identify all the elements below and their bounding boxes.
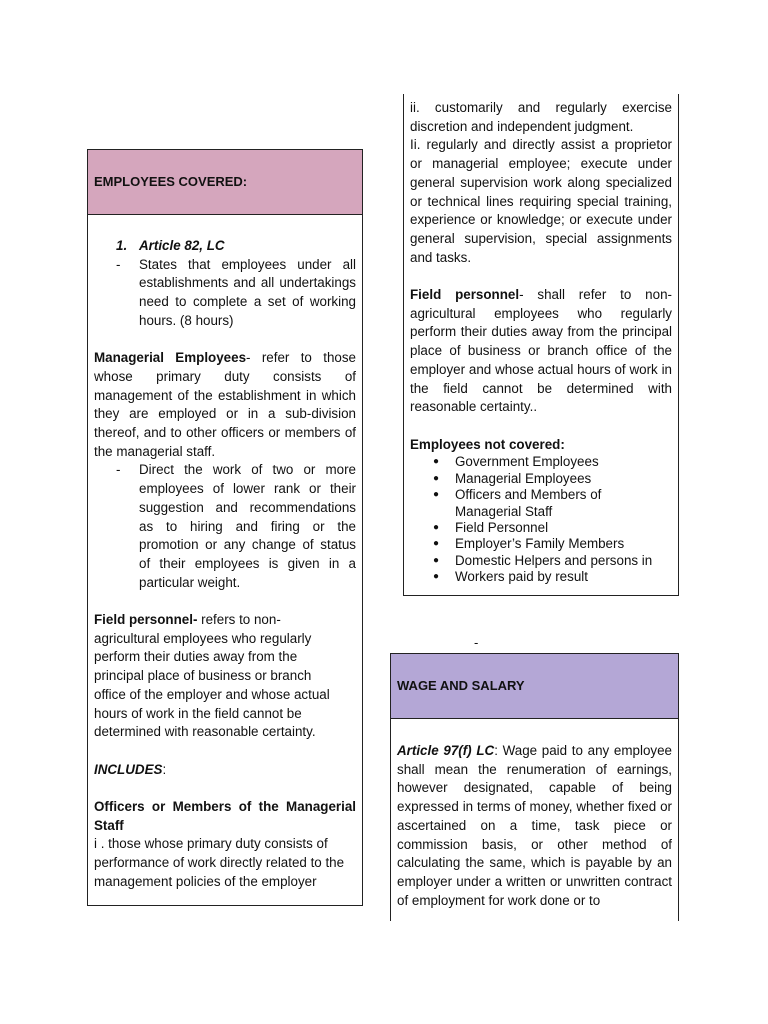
criterion-ii: ii. customarily and regularly exercise discretion and independent judgment. [410,100,672,134]
managerial-sub: - Direct the work of two or more employees of lower rank or their suggestion and recommendations as to hiring and firing or the promotion or any change of status of their employees is given in a particular weight. [139,461,356,592]
managerial-def: - refer to those whose primary duty consists of management of the establishment in which they are employed or in a sub-division thereof, and to other officers or members of the managerial staff. [94,350,356,459]
employees-covered-header: EMPLOYEES COVERED: [88,150,362,215]
managerial-employees-para [94,349,356,461]
wage-salary-header: WAGE AND SALARY [391,654,678,719]
not-covered-title: Employees not covered: [410,436,565,452]
officers-title: Officers or Members of the Managerial Staff [94,799,356,833]
article-97-term: Article 97(f) LC [397,743,495,758]
article-82-details [94,256,356,331]
managerial-term: Managerial Employees [94,350,247,366]
field-personnel-def: Field personnel- shall refer to non-agricultural employees who regularly perform their duties away from the principal place of business or branch office of the employer and whose actual hours of work in the field cannot be determined with reasonable certainty.. [410,287,672,415]
includes-label: INCLUDES: [94,761,167,777]
list-item: ● Domestic Helpers and persons in [455,553,672,569]
wage-salary-box [390,653,679,921]
list-item: ● Officers and Members of Managerial Staff [455,487,625,520]
article-82-item: 1. Article 82, LC [139,237,356,256]
list-item: ● Workers paid by result [455,569,672,585]
field-personnel-para [94,611,356,742]
list-item: ● Field Personnel [455,520,672,536]
list-item: ● Managerial Employees [455,471,672,487]
employees-covered-box [87,149,363,906]
article-82-desc: - States that employees under all establishments and all undertakings need to complete a set of working hours. (8 hours) [139,256,356,331]
list-item: ● Government Employees [455,454,672,470]
field-def: refers to non-agricultural employees who regularly perform their duties away from the principal place of business or branch office of the employer and whose actual hours of work in the field cannot be determined with reasonable certainty. [94,612,330,740]
field-term: Field personnel- [94,612,198,628]
not-covered-list [410,454,672,585]
managerial-details [94,461,356,592]
article-97-text: : Wage paid to any employee shall mean the renumeration of earnings, however designated, capable of being expressed in terms of money, whether fixed or ascertained on a time, task piece or commission basis, or other method of calculating the same, which is payable by an employer under a written or unwritten contract of employment for work done or to [397,743,672,908]
article-list [94,237,356,256]
officers-i: i . those whose primary duty consists of performance of work directly related to the management policies of the employer [94,836,345,889]
article-97-para [397,742,672,910]
list-item: ● Employer’s Family Members [455,536,672,552]
managerial-staff-continued-box [403,94,679,596]
criterion-iii: Ii. regularly and directly assist a proprietor or managerial employee; execute under general supervision work along specialized or technical lines requiring special training, experience or knowledge; or execute under general supervision, special assignments and tasks. [410,137,672,265]
stray-dash: - [474,635,479,650]
field-term-right: Field personnel [410,287,520,303]
